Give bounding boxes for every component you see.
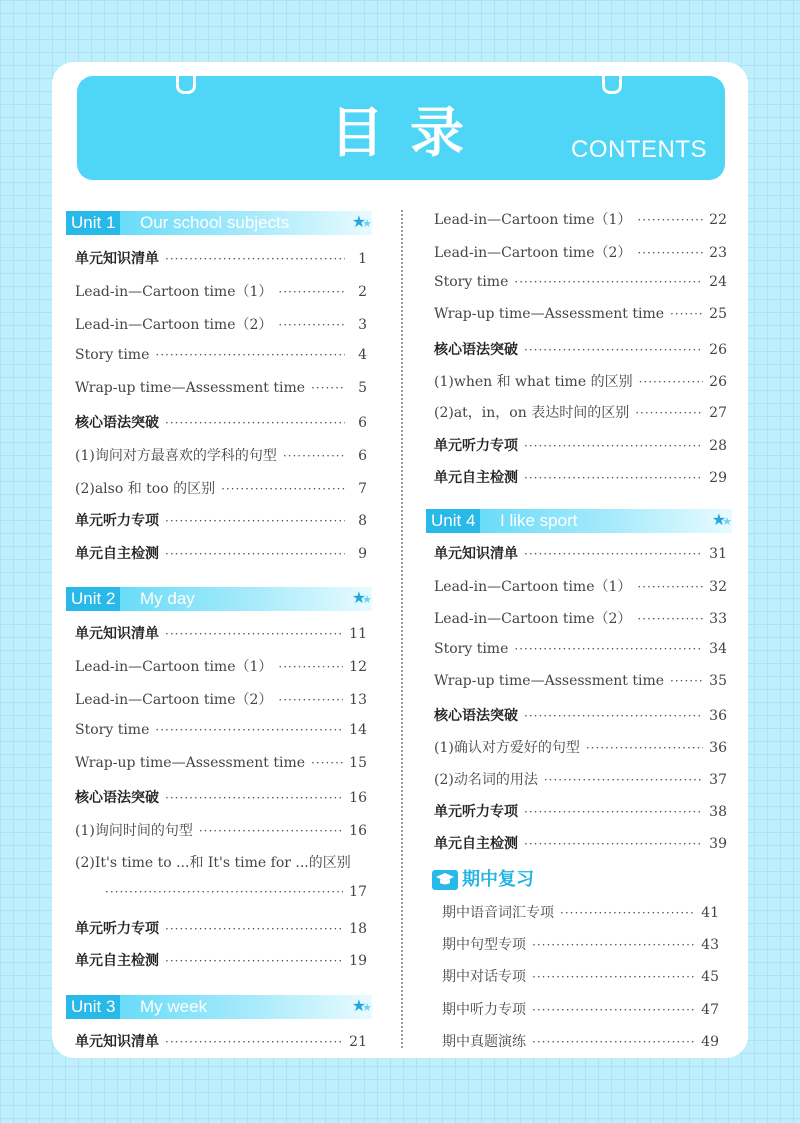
toc-entry[interactable]: 期中听力专项 ····· 47 [442, 999, 719, 1019]
toc-entry[interactable]: Story time ····· 34 [434, 641, 727, 661]
star-icon: ★★ [351, 590, 368, 607]
toc-entry[interactable]: Story time ····· 14 [75, 722, 367, 742]
toc-entry[interactable]: 核心语法突破 ····· 26 [434, 339, 727, 359]
unit-tag: Unit 1 [66, 211, 120, 235]
page-subtitle: CONTENTS [571, 136, 707, 163]
unit-title: I like sport [500, 511, 578, 530]
toc-entry[interactable]: 单元自主检测 ····· 19 [75, 950, 367, 970]
toc-entry[interactable]: 期中语音词汇专项 ····· 41 [442, 902, 719, 922]
section-title: 期中复习 [462, 869, 534, 890]
toc-entry[interactable]: 单元听力专项 ····· 18 [75, 918, 367, 938]
toc-entry[interactable]: Lead-in—Cartoon time（1） ····· 12 [75, 656, 367, 676]
unit-heading [66, 587, 372, 611]
unit-heading [426, 509, 732, 533]
star-icon: ★★ [351, 998, 368, 1015]
toc-entry[interactable]: Story time ····· 24 [434, 274, 727, 294]
unit-title: Our school subjects [140, 213, 290, 232]
unit-tag: Unit 3 [66, 995, 120, 1019]
toc-entry[interactable]: Lead-in—Cartoon time（1） ····· 22 [434, 209, 727, 229]
toc-entry[interactable]: 核心语法突破 ····· 36 [434, 705, 727, 725]
toc-entry[interactable]: Wrap-up time—Assessment time ····· 5 [75, 380, 367, 400]
unit-title: My day [140, 589, 195, 608]
toc-entry[interactable]: (1)确认对方爱好的句型 ····· 36 [434, 737, 727, 757]
binder-ring-icon [602, 66, 622, 94]
toc-entry[interactable]: 单元自主检测 ····· 29 [434, 467, 727, 487]
toc-entry[interactable]: 期中句型专项 ····· 43 [442, 934, 719, 954]
toc-entry[interactable]: Wrap-up time—Assessment time ····· 35 [434, 673, 727, 693]
toc-entry[interactable]: Lead-in—Cartoon time（1） ····· 32 [434, 576, 727, 596]
toc-entry[interactable]: (1)when 和 what time 的区别 ····· 26 [434, 371, 727, 391]
binder-ring-icon [176, 66, 196, 94]
toc-entry[interactable]: 单元知识清单 ····· 21 [75, 1031, 367, 1051]
unit-title: My week [140, 997, 208, 1016]
page-title: 目录 [330, 101, 490, 164]
toc-entry[interactable]: Lead-in—Cartoon time（1） ····· 2 [75, 281, 367, 301]
toc-entry-label: (2)It's time to ...和 It's time for ...的区别 [75, 855, 351, 871]
unit-heading [66, 211, 372, 235]
toc-entry[interactable]: (2)动名词的用法 ····· 37 [434, 769, 727, 789]
star-icon: ★★ [351, 214, 368, 231]
toc-entry[interactable]: (2)at，in，on 表达时间的区别 ····· 27 [434, 402, 727, 422]
toc-entry[interactable]: Lead-in—Cartoon time（2） ····· 33 [434, 608, 727, 628]
unit-tag: Unit 2 [66, 587, 120, 611]
toc-entry[interactable]: 期中真题演练 ····· 49 [442, 1031, 719, 1051]
toc-entry[interactable]: Story time ····· 4 [75, 347, 367, 367]
toc-entry[interactable]: Lead-in—Cartoon time（2） ····· 13 [75, 689, 367, 709]
toc-entry[interactable]: 单元知识清单 ····· 1 [75, 248, 367, 268]
toc-entry[interactable]: 单元听力专项 ····· 28 [434, 435, 727, 455]
toc-entry[interactable]: 核心语法突破 ····· 16 [75, 787, 367, 807]
toc-entry[interactable]: 单元自主检测 ····· 9 [75, 543, 367, 563]
section-heading [432, 865, 534, 889]
toc-entry[interactable]: 单元自主检测 ····· 39 [434, 833, 727, 853]
toc-entry[interactable]: Lead-in—Cartoon time（2） ····· 23 [434, 242, 727, 262]
unit-heading [66, 995, 372, 1019]
column-divider [401, 210, 403, 1048]
star-icon: ★★ [711, 512, 728, 529]
unit-tag: Unit 4 [426, 509, 480, 533]
graduation-cap-icon [432, 870, 458, 890]
toc-entry[interactable]: (2)It's time to ...和 It's time for ...的区别 ····· 17 [75, 852, 367, 904]
toc-entry[interactable]: 单元听力专项 ····· 8 [75, 510, 367, 530]
toc-entry[interactable]: 单元知识清单 ····· 31 [434, 543, 727, 563]
toc-entry[interactable]: Lead-in—Cartoon time（2） ····· 3 [75, 314, 367, 334]
toc-entry[interactable]: Wrap-up time—Assessment time ····· 25 [434, 306, 727, 326]
toc-entry[interactable]: 单元听力专项 ····· 38 [434, 801, 727, 821]
toc-entry[interactable]: 期中对话专项 ····· 45 [442, 966, 719, 986]
toc-entry[interactable]: 核心语法突破 ····· 6 [75, 412, 367, 432]
toc-entry[interactable]: (2)also 和 too 的区别 ····· 7 [75, 478, 367, 498]
toc-entry[interactable]: 单元知识清单 ····· 11 [75, 623, 367, 643]
toc-entry[interactable]: (1)询问时间的句型 ····· 16 [75, 820, 367, 840]
toc-entry[interactable]: (1)询问对方最喜欢的学科的句型 ····· 6 [75, 445, 367, 465]
toc-entry[interactable]: Wrap-up time—Assessment time ····· 15 [75, 755, 367, 775]
